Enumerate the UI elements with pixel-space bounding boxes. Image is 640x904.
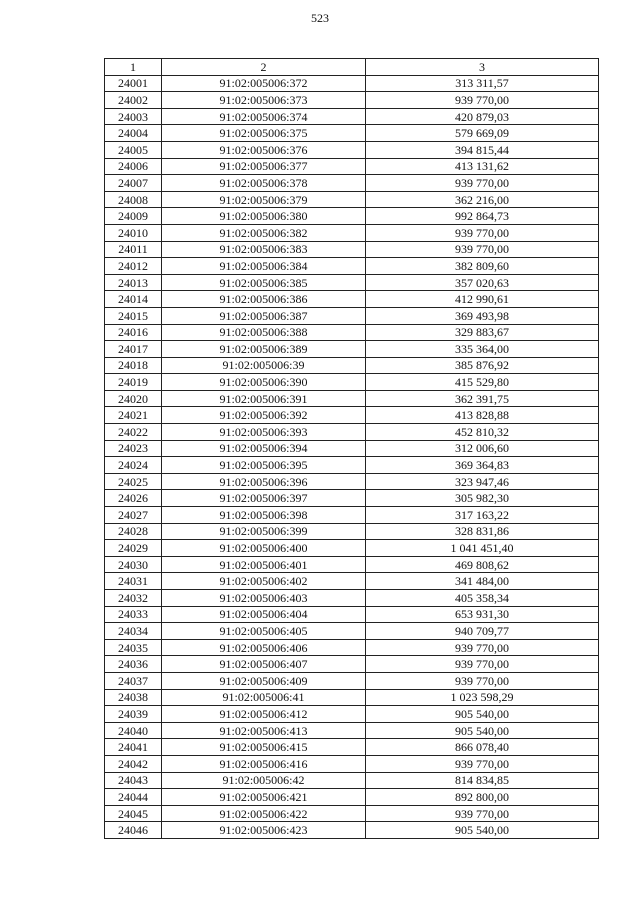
value-cell: 1 023 598,29: [366, 689, 599, 706]
value-cell: 992 864,73: [366, 208, 599, 225]
value-cell: 357 020,63: [366, 274, 599, 291]
cadastral-number-cell: 91:02:005006:407: [162, 656, 366, 673]
table-row: [105, 706, 599, 723]
value-cell: 335 364,00: [366, 341, 599, 358]
value-cell: 939 770,00: [366, 241, 599, 258]
table-row: [105, 755, 599, 772]
table-row: [105, 424, 599, 441]
cadastral-number-cell: 91:02:005006:379: [162, 191, 366, 208]
row-number-cell: 24026: [105, 490, 162, 507]
row-number-cell: 24016: [105, 324, 162, 341]
value-cell: 905 540,00: [366, 706, 599, 723]
table-row: [105, 822, 599, 839]
value-cell: 939 770,00: [366, 224, 599, 241]
cadastral-number-cell: 91:02:005006:386: [162, 291, 366, 308]
table-row: [105, 258, 599, 275]
cadastral-number-cell: 91:02:005006:385: [162, 274, 366, 291]
row-number-cell: 24032: [105, 590, 162, 607]
row-number-cell: 24001: [105, 75, 162, 92]
value-cell: 579 669,09: [366, 125, 599, 142]
row-number-cell: 24008: [105, 191, 162, 208]
value-cell: 369 364,83: [366, 457, 599, 474]
table-row: [105, 556, 599, 573]
table-row: [105, 208, 599, 225]
cadastral-number-cell: 91:02:005006:415: [162, 739, 366, 756]
cadastral-number-cell: 91:02:005006:388: [162, 324, 366, 341]
table-row: [105, 291, 599, 308]
row-number-cell: 24013: [105, 274, 162, 291]
table-row: [105, 108, 599, 125]
value-cell: 382 809,60: [366, 258, 599, 275]
row-number-cell: 24010: [105, 224, 162, 241]
table-row: [105, 689, 599, 706]
cadastral-number-cell: 91:02:005006:404: [162, 606, 366, 623]
value-cell: 312 006,60: [366, 440, 599, 457]
cadastral-number-cell: 91:02:005006:391: [162, 390, 366, 407]
value-cell: 940 709,77: [366, 623, 599, 640]
value-cell: 939 770,00: [366, 175, 599, 192]
table-row: [105, 241, 599, 258]
cadastral-number-cell: 91:02:005006:380: [162, 208, 366, 225]
row-number-cell: 24044: [105, 789, 162, 806]
value-cell: 323 947,46: [366, 473, 599, 490]
cadastral-number-cell: 91:02:005006:383: [162, 241, 366, 258]
cadastral-number-cell: 91:02:005006:387: [162, 307, 366, 324]
table-row: [105, 656, 599, 673]
value-cell: 341 484,00: [366, 573, 599, 590]
row-number-cell: 24038: [105, 689, 162, 706]
cadastral-number-cell: 91:02:005006:409: [162, 672, 366, 689]
table-row: [105, 789, 599, 806]
row-number-cell: 24045: [105, 805, 162, 822]
value-cell: 905 540,00: [366, 822, 599, 839]
table-row: [105, 125, 599, 142]
row-number-cell: 24012: [105, 258, 162, 275]
table-row: [105, 390, 599, 407]
table-row: [105, 623, 599, 640]
row-number-cell: 24006: [105, 158, 162, 175]
cadastral-number-cell: 91:02:005006:389: [162, 341, 366, 358]
table-row: [105, 307, 599, 324]
table-row: [105, 490, 599, 507]
row-number-cell: 24028: [105, 523, 162, 540]
value-cell: 369 493,98: [366, 307, 599, 324]
value-cell: 939 770,00: [366, 755, 599, 772]
row-number-cell: 24030: [105, 556, 162, 573]
cadastral-number-cell: 91:02:005006:403: [162, 590, 366, 607]
cadastral-number-cell: 91:02:005006:416: [162, 755, 366, 772]
row-number-cell: 24021: [105, 407, 162, 424]
page-number: 523: [311, 11, 329, 25]
cadastral-number-cell: 91:02:005006:402: [162, 573, 366, 590]
row-number-cell: 24007: [105, 175, 162, 192]
value-cell: 892 800,00: [366, 789, 599, 806]
value-cell: 939 770,00: [366, 805, 599, 822]
table-row: [105, 772, 599, 789]
table-row: [105, 224, 599, 241]
value-cell: 1 041 451,40: [366, 540, 599, 557]
row-number-cell: 24004: [105, 125, 162, 142]
value-cell: 413 131,62: [366, 158, 599, 175]
table-row: [105, 523, 599, 540]
table-row: [105, 507, 599, 524]
value-cell: 469 808,62: [366, 556, 599, 573]
row-number-cell: 24022: [105, 424, 162, 441]
row-number-cell: 24041: [105, 739, 162, 756]
table-row: [105, 175, 599, 192]
value-cell: 939 770,00: [366, 92, 599, 109]
row-number-cell: 24014: [105, 291, 162, 308]
table-row: [105, 457, 599, 474]
value-cell: 415 529,80: [366, 374, 599, 391]
value-cell: 394 815,44: [366, 141, 599, 158]
table-row: [105, 407, 599, 424]
value-cell: 452 810,32: [366, 424, 599, 441]
value-cell: 362 391,75: [366, 390, 599, 407]
cadastral-number-cell: 91:02:005006:373: [162, 92, 366, 109]
row-number-cell: 24039: [105, 706, 162, 723]
value-cell: 313 311,57: [366, 75, 599, 92]
row-number-cell: 24046: [105, 822, 162, 839]
table-row: [105, 141, 599, 158]
table-body: [105, 75, 599, 838]
column-header-1: 1: [105, 59, 162, 76]
table-row: [105, 92, 599, 109]
row-number-cell: 24019: [105, 374, 162, 391]
cadastral-number-cell: 91:02:005006:423: [162, 822, 366, 839]
table-row: [105, 639, 599, 656]
cadastral-number-cell: 91:02:005006:390: [162, 374, 366, 391]
cadastral-number-cell: 91:02:005006:400: [162, 540, 366, 557]
cadastral-number-cell: 91:02:005006:41: [162, 689, 366, 706]
cadastral-number-cell: 91:02:005006:405: [162, 623, 366, 640]
value-cell: 866 078,40: [366, 739, 599, 756]
cadastral-number-cell: 91:02:005006:392: [162, 407, 366, 424]
row-number-cell: 24017: [105, 341, 162, 358]
value-cell: 814 834,85: [366, 772, 599, 789]
row-number-cell: 24029: [105, 540, 162, 557]
value-cell: 329 883,67: [366, 324, 599, 341]
table-row: [105, 440, 599, 457]
cadastral-number-cell: 91:02:005006:42: [162, 772, 366, 789]
row-number-cell: 24002: [105, 92, 162, 109]
cadastral-number-cell: 91:02:005006:375: [162, 125, 366, 142]
value-cell: 905 540,00: [366, 722, 599, 739]
cadastral-number-cell: 91:02:005006:401: [162, 556, 366, 573]
cadastral-number-cell: 91:02:005006:382: [162, 224, 366, 241]
row-number-cell: 24025: [105, 473, 162, 490]
cadastral-number-cell: 91:02:005006:397: [162, 490, 366, 507]
cadastral-number-cell: 91:02:005006:399: [162, 523, 366, 540]
row-number-cell: 24018: [105, 357, 162, 374]
table-row: [105, 739, 599, 756]
value-cell: 317 163,22: [366, 507, 599, 524]
table-row: [105, 590, 599, 607]
cadastral-number-cell: 91:02:005006:422: [162, 805, 366, 822]
column-header-2: 2: [162, 59, 366, 76]
cadastral-number-cell: 91:02:005006:421: [162, 789, 366, 806]
cadastral-number-cell: 91:02:005006:395: [162, 457, 366, 474]
row-number-cell: 24043: [105, 772, 162, 789]
cadastral-number-cell: 91:02:005006:39: [162, 357, 366, 374]
cadastral-number-cell: 91:02:005006:406: [162, 639, 366, 656]
cadastral-number-cell: 91:02:005006:377: [162, 158, 366, 175]
row-number-cell: 24035: [105, 639, 162, 656]
row-number-cell: 24036: [105, 656, 162, 673]
cadastral-number-cell: 91:02:005006:376: [162, 141, 366, 158]
table-row: [105, 805, 599, 822]
value-cell: 939 770,00: [366, 656, 599, 673]
row-number-cell: 24023: [105, 440, 162, 457]
row-number-cell: 24015: [105, 307, 162, 324]
row-number-cell: 24037: [105, 672, 162, 689]
value-cell: 939 770,00: [366, 672, 599, 689]
table-row: [105, 191, 599, 208]
value-cell: 385 876,92: [366, 357, 599, 374]
value-cell: 405 358,34: [366, 590, 599, 607]
value-cell: 412 990,61: [366, 291, 599, 308]
value-cell: 653 931,30: [366, 606, 599, 623]
table-row: [105, 722, 599, 739]
row-number-cell: 24042: [105, 755, 162, 772]
row-number-cell: 24005: [105, 141, 162, 158]
cadastral-number-cell: 91:02:005006:398: [162, 507, 366, 524]
value-cell: 420 879,03: [366, 108, 599, 125]
row-number-cell: 24031: [105, 573, 162, 590]
value-cell: 305 982,30: [366, 490, 599, 507]
row-number-cell: 24024: [105, 457, 162, 474]
table-row: [105, 573, 599, 590]
table-row: [105, 374, 599, 391]
cadastral-number-cell: 91:02:005006:412: [162, 706, 366, 723]
table-row: [105, 606, 599, 623]
cadastral-number-cell: 91:02:005006:396: [162, 473, 366, 490]
row-number-cell: 24011: [105, 241, 162, 258]
cadastral-number-cell: 91:02:005006:372: [162, 75, 366, 92]
value-cell: 413 828,88: [366, 407, 599, 424]
cadastral-number-cell: 91:02:005006:393: [162, 424, 366, 441]
table-row: [105, 341, 599, 358]
row-number-cell: 24033: [105, 606, 162, 623]
value-cell: 939 770,00: [366, 639, 599, 656]
table-row: [105, 357, 599, 374]
table-row: [105, 75, 599, 92]
table-row: [105, 324, 599, 341]
value-cell: 362 216,00: [366, 191, 599, 208]
cadastral-number-cell: 91:02:005006:413: [162, 722, 366, 739]
table-row: [105, 540, 599, 557]
column-header-3: 3: [366, 59, 599, 76]
cadastral-number-cell: 91:02:005006:384: [162, 258, 366, 275]
table-row: [105, 274, 599, 291]
table-row: [105, 672, 599, 689]
row-number-cell: 24034: [105, 623, 162, 640]
table-row: [105, 158, 599, 175]
table-row: [105, 473, 599, 490]
value-cell: 328 831,86: [366, 523, 599, 540]
cadastral-number-cell: 91:02:005006:394: [162, 440, 366, 457]
row-number-cell: 24009: [105, 208, 162, 225]
registry-table: [104, 58, 599, 839]
cadastral-number-cell: 91:02:005006:378: [162, 175, 366, 192]
row-number-cell: 24003: [105, 108, 162, 125]
table-header-row: [105, 59, 599, 76]
cadastral-number-cell: 91:02:005006:374: [162, 108, 366, 125]
row-number-cell: 24020: [105, 390, 162, 407]
row-number-cell: 24027: [105, 507, 162, 524]
row-number-cell: 24040: [105, 722, 162, 739]
